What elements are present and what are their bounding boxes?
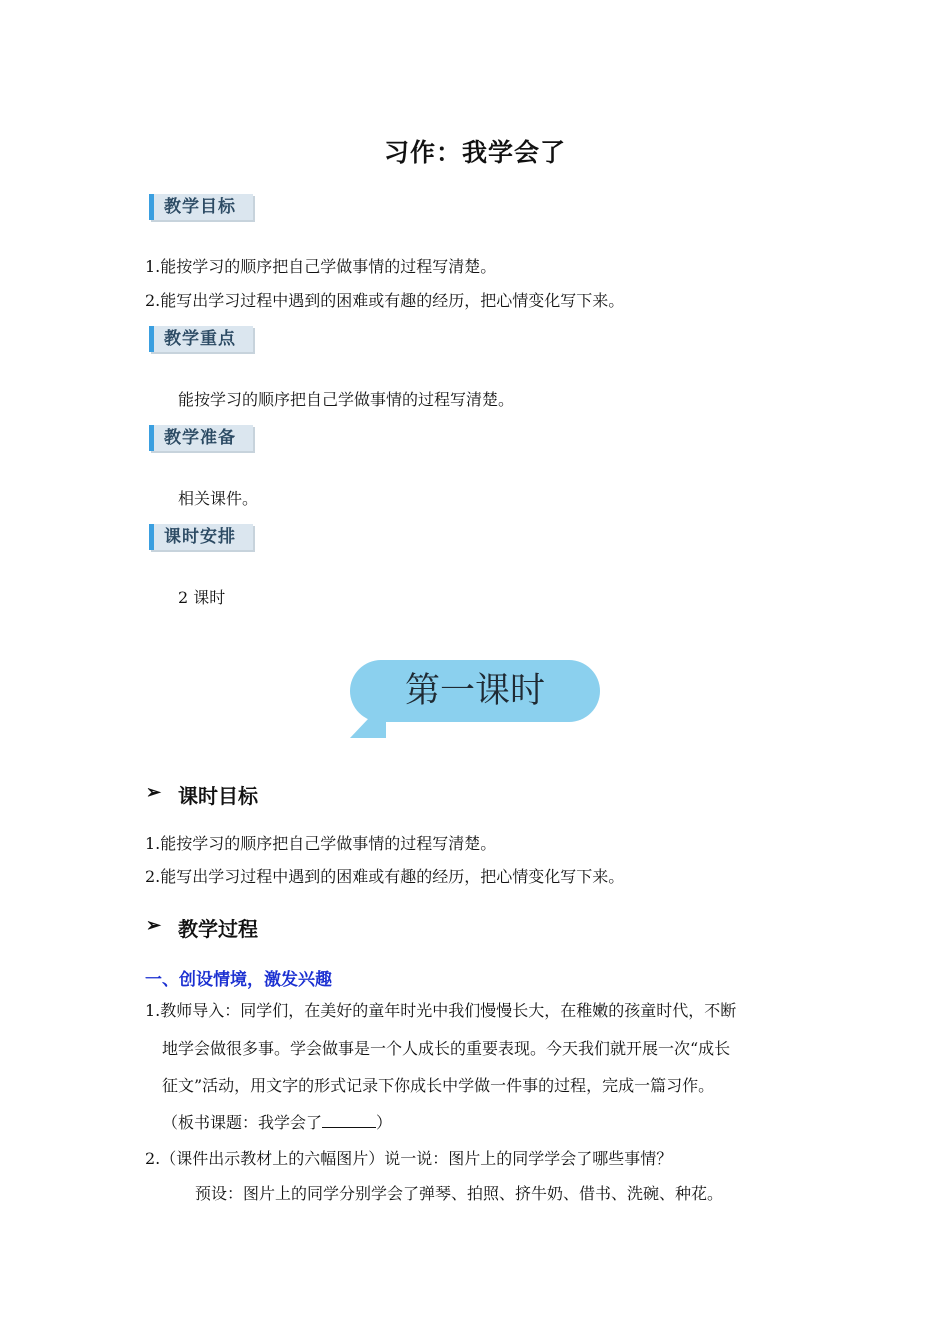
section-tag-schedule: 课时安排 (149, 524, 253, 550)
page-title: 习作：我学会了 (383, 138, 566, 167)
goal-item-1: 1.能按学习的顺序把自己学做事情的过程写清楚。 (145, 257, 497, 276)
lesson-bubble: 第一课时 (350, 660, 600, 722)
item1-line-2: 地学会做很多事。学会做事是一个人成长的重要表现。今天我们就开展一次“成长 (162, 1039, 731, 1058)
item2-text: 2.（课件出示教材上的六幅图片）说一说：图片上的同学学会了哪些事情？ (145, 1149, 673, 1168)
board-title-blank (322, 1113, 376, 1128)
lesson-goals-heading: 课时目标 (178, 784, 258, 808)
part1-heading: 一、创设情境，激发兴趣 (145, 970, 332, 990)
board-title-prefix: （板书课题：我学会了 (162, 1113, 323, 1132)
arrow-bullet-icon: ➢ (146, 782, 162, 803)
lesson-goal-item-2: 2.能写出学习过程中遇到的困难或有趣的经历，把心情变化写下来。 (145, 867, 625, 886)
lesson-goal-item-1: 1.能按学习的顺序把自己学做事情的过程写清楚。 (145, 834, 497, 853)
item1-line-3: 征文”活动，用文字的形式记录下你成长中学做一件事的过程，完成一篇习作。 (162, 1076, 715, 1095)
prep-text: 相关课件。 (178, 489, 259, 508)
focus-text: 能按学习的顺序把自己学做事情的过程写清楚。 (178, 390, 515, 409)
board-title-suffix: ） (376, 1113, 393, 1132)
preset-text: 预设：图片上的同学分别学会了弹琴、拍照、挤牛奶、借书、洗碗、种花。 (195, 1184, 724, 1203)
section-tag-focus: 教学重点 (149, 326, 253, 352)
process-heading: 教学过程 (178, 917, 258, 941)
section-tag-goals: 教学目标 (149, 194, 253, 220)
goal-item-2: 2.能写出学习过程中遇到的困难或有趣的经历，把心情变化写下来。 (145, 291, 625, 310)
schedule-text: 2 课时 (178, 588, 226, 607)
arrow-bullet-icon: ➢ (146, 915, 162, 936)
item1-line-1: 1.教师导入：同学们，在美好的童年时光中我们慢慢长大，在稚嫩的孩童时代，不断 (145, 1001, 737, 1020)
section-tag-prep: 教学准备 (149, 425, 253, 451)
board-title-line (162, 1112, 392, 1134)
